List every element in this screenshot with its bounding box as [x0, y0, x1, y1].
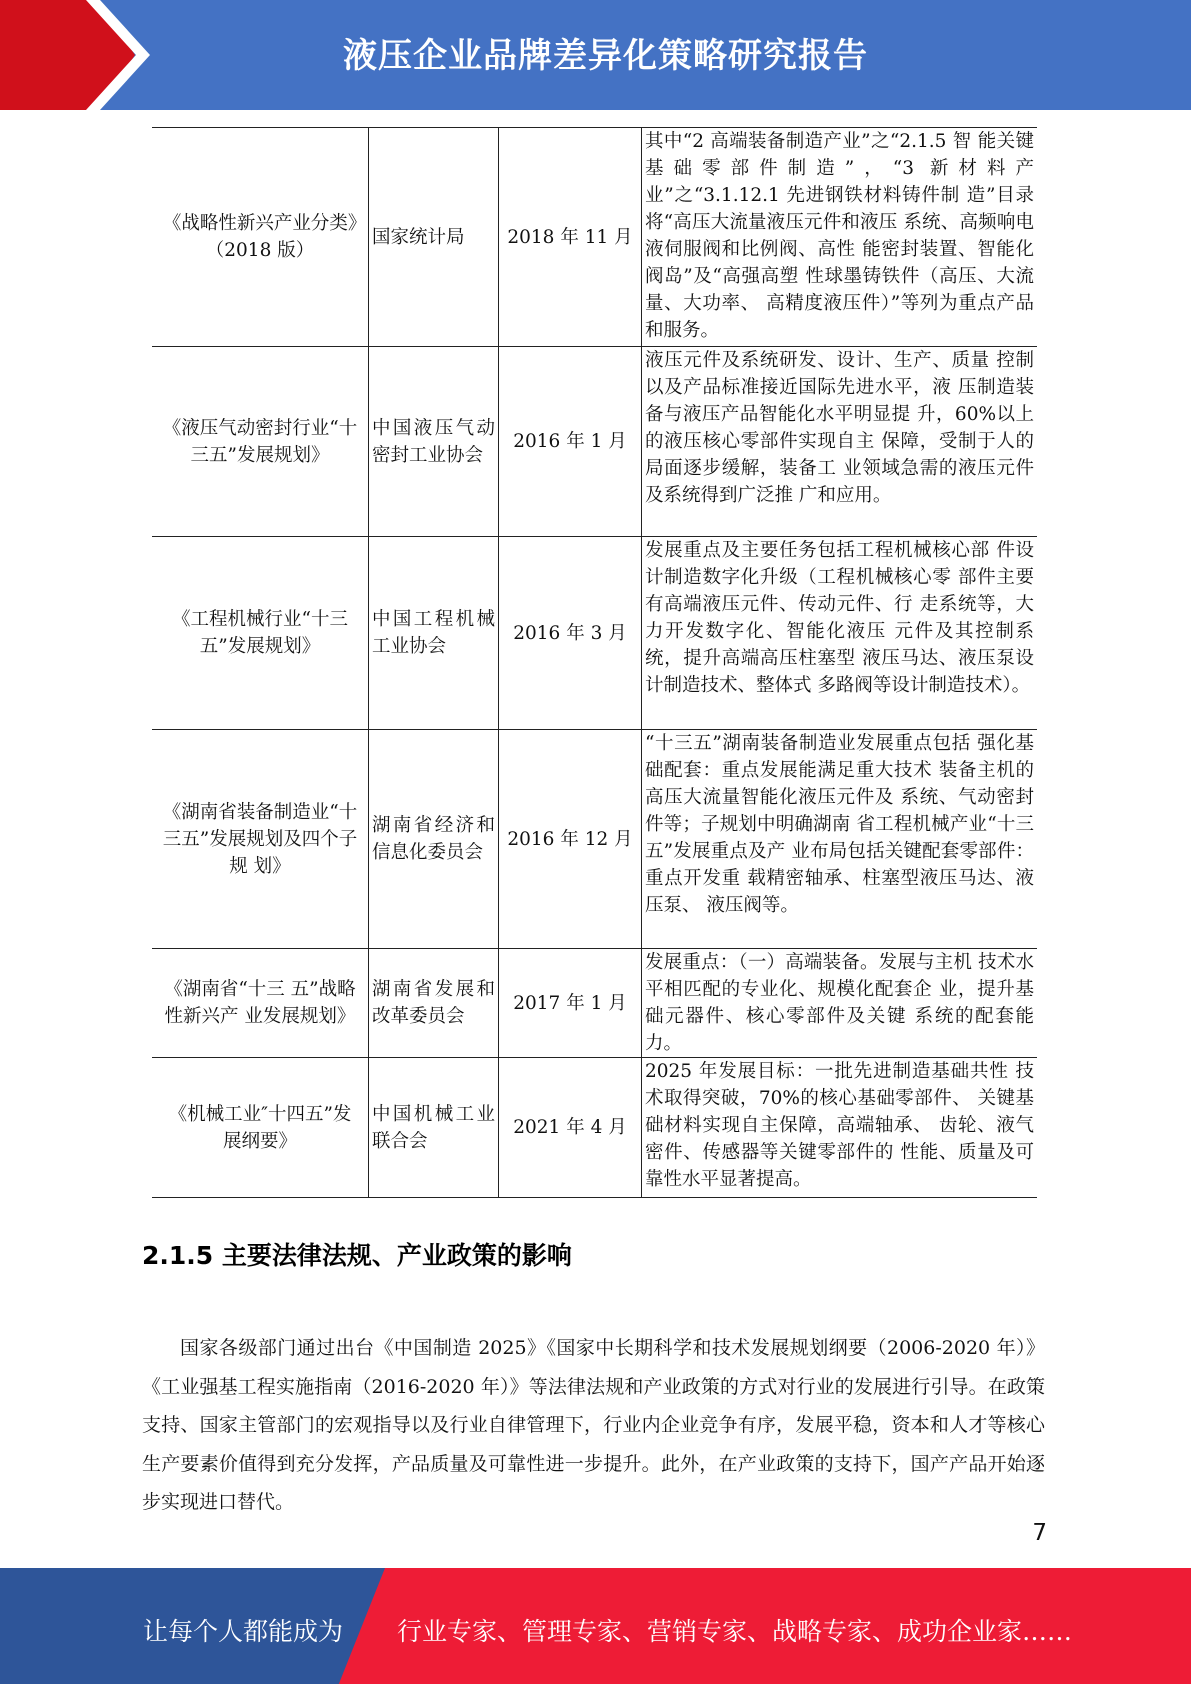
policy-content: 发展重点及主要任务包括工程机械核心部 件设计制造数字化升级（工程机械核心零 部件主要有高端液压元件、传动元件、行 走系统等，大力开发数字化、智能化液压 元件及其控制系统，提升高端高压柱塞型 液压马达、液压泵设计制造技术、整体式 多路阀等设计制造技术）。 — [642, 537, 1038, 730]
table-row — [152, 730, 1037, 949]
policy-issuer: 中国机械工业联合会 — [369, 1058, 499, 1198]
table-row — [152, 1058, 1037, 1198]
policy-content: 发展重点：（一）高端装备。发展与主机 技术水平相匹配的专业化、规模化配套企 业，提升基础元器件、核心零部件及关键 系统的配套能力。 — [642, 949, 1038, 1058]
policy-date: 2018 年 11 月 — [499, 128, 642, 347]
policy-table — [152, 127, 1037, 1198]
report-title: 液压企业品牌差异化策略研究报告 — [343, 36, 868, 76]
policy-date: 2016 年 12 月 — [499, 730, 642, 949]
page-number: 7 — [1032, 1520, 1047, 1546]
section-heading: 2.1.5 主要法律法规、产业政策的影响 — [142, 1241, 572, 1270]
table-row — [152, 347, 1037, 537]
table-row — [152, 537, 1037, 730]
page-footer — [0, 1568, 1191, 1684]
policy-issuer: 中国工程机械工业协会 — [369, 537, 499, 730]
policy-name: 《战略性新兴产业分类》（2018 版） — [162, 213, 358, 261]
policy-name: 《湖南省“十三 五”战略性新兴产 业发展规划》 — [164, 979, 356, 1027]
policy-name: 《湖南省装备制造业“十三五”发展规划及四个子规 划》 — [162, 801, 358, 877]
policy-issuer: 湖南省发展和改革委员会 — [369, 949, 499, 1058]
footer-slogan-right: 行业专家、管理专家、营销专家、战略专家、成功企业家…… — [397, 1617, 1073, 1646]
policy-content: 其中“2 高端装备制造产业”之“2.1.5 智 能关键基础零部件制造”，“3 新材料产 业”之“3.1.12.1 先进钢铁材料铸件制 造”目录将“高压大流量液压元件和液压 系统、高频响电液伺服阀和比例阀、高性 能密封装置、智能化阀岛”及“高强高塑 性球墨铸铁件（高压、大流量、大功率、 高精度液压件）”等列为重点产品和服务。 — [642, 128, 1038, 347]
footer-slogan-left: 让每个人都能成为 — [143, 1617, 344, 1646]
policy-issuer: 国家统计局 — [369, 128, 499, 347]
policy-name: 《工程机械行业“十三五”发展规划》 — [172, 609, 348, 657]
policy-date: 2021 年 4 月 — [499, 1058, 642, 1198]
policy-name: 《机械工业″十四五”发展纲要》 — [168, 1103, 352, 1152]
section-paragraph: 国家各级部门通过出台《中国制造 2025》《国家中长期科学和技术发展规划纲要（2006-2020 年）》《工业强基工程实施指南（2016-2020 年）》等法律法规和产业政策的方式对行业的发展进行引导。在政策支持、国家主管部门的宏观指导以及行业自律管理下，行业内企业竞争有序，发展平稳，资本和人才等核心生产要素价值得到充分发挥，产品质量及可靠性进一步提升。此外，在产业政策的支持下，国产产品开始逐步实现进口替代。 — [142, 1337, 1045, 1513]
policy-content: “十三五”湖南装备制造业发展重点包括 强化基础配套：重点发展能满足重大技术 装备主机的高压大流量智能化液压元件及 系统、气动密封件等；子规划中明确湖南 省工程机械产业“十三五”发展重点及产 业布局包括关键配套零部件：重点开发重 载精密轴承、柱塞型液压马达、液压泵、 液压阀等。 — [642, 730, 1038, 949]
policy-issuer: 湖南省经济和信息化委员会 — [369, 730, 499, 949]
policy-date: 2016 年 3 月 — [499, 537, 642, 730]
table-row — [152, 949, 1037, 1058]
policy-date: 2016 年 1 月 — [499, 347, 642, 537]
policy-content: 2025 年发展目标：一批先进制造基础共性 技术取得突破，70%的核心基础零部件、 关键基础材料实现自主保障，高端轴承、 齿轮、液气密件、传感器等关键零部件的 性能、质量及可靠性水平显著提高。 — [642, 1058, 1038, 1198]
policy-content: 液压元件及系统研发、设计、生产、质量 控制以及产品标准接近国际先进水平，液 压制造装备与液压产品智能化水平明显提 升，60%以上的液压核心零部件实现自主 保障，受制于人的局面逐步缓解，装备工 业领域急需的液压元件及系统得到广泛推 广和应用。 — [642, 347, 1038, 537]
policy-name: 《液压气动密封行业“十三五”发展规划》 — [162, 417, 358, 466]
table-row — [152, 128, 1037, 347]
policy-issuer: 中国液压气动密封工业协会 — [369, 347, 499, 537]
policy-date: 2017 年 1 月 — [499, 949, 642, 1058]
page-header — [0, 0, 1191, 110]
